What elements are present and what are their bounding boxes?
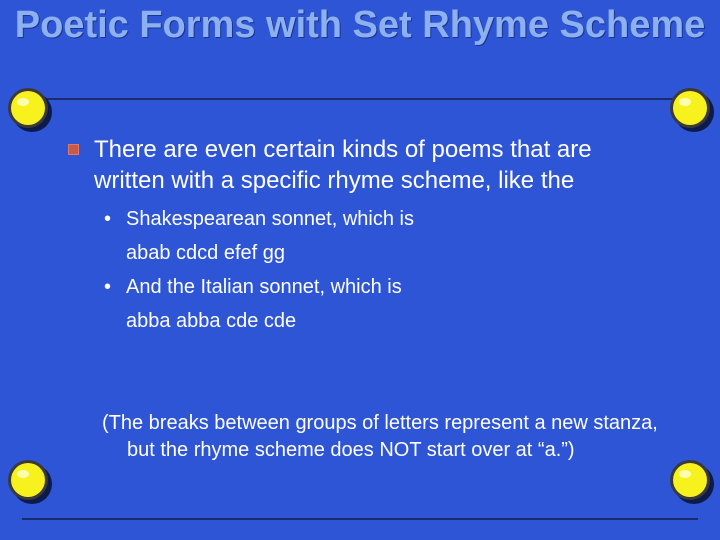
top-right-peg-icon (668, 86, 716, 134)
main-bullet (64, 134, 664, 196)
dot-bullet-icon: • (104, 276, 112, 298)
sub-bullet (104, 270, 664, 338)
main-bullet-text: There are even certain kinds of poems that are written with a specific rhyme scheme, like the (94, 136, 592, 194)
rhyme-scheme: abba abba cde cde (126, 310, 297, 332)
slide-body (64, 134, 664, 338)
rhyme-scheme: abab cdcd efef gg (126, 242, 286, 264)
top-left-peg-icon (6, 86, 54, 134)
slide-title: Poetic Forms with Set Rhyme Scheme (14, 4, 706, 46)
bottom-left-peg-icon (6, 458, 54, 506)
bottom-right-peg-icon (668, 458, 716, 506)
sub-bullet-line: And the Italian sonnet, which is (126, 276, 402, 298)
sub-bullet (104, 202, 664, 270)
sub-bullet-list (64, 202, 664, 338)
square-bullet-icon (68, 144, 79, 155)
note-text: (The breaks between groups of letters represent a new stanza, but the rhyme scheme does NOT start over at “a.”) (102, 412, 658, 461)
dot-bullet-icon: • (104, 208, 112, 230)
sub-bullet-line: Shakespearean sonnet, which is (126, 208, 414, 230)
